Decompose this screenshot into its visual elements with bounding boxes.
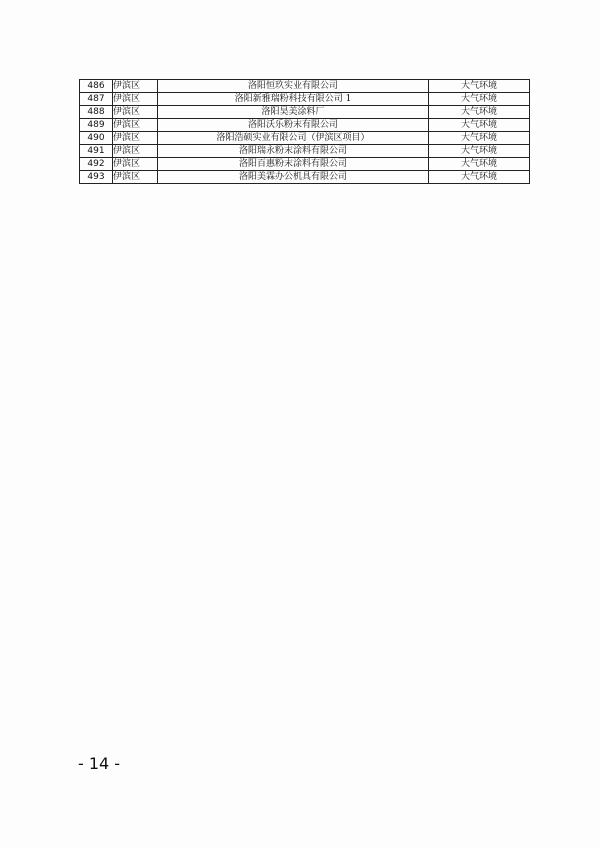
company-name-cell: 洛阳美霖办公机具有限公司 bbox=[158, 171, 429, 184]
table-row bbox=[80, 132, 530, 145]
category-cell: 大气环境 bbox=[429, 171, 530, 184]
row-number: 492 bbox=[80, 158, 113, 171]
district-cell: 伊滨区 bbox=[113, 132, 158, 145]
table-row bbox=[80, 80, 530, 93]
row-number: 487 bbox=[80, 93, 113, 106]
table-row bbox=[80, 171, 530, 184]
district-cell: 伊滨区 bbox=[113, 171, 158, 184]
company-name-cell: 洛阳恒玖实业有限公司 bbox=[158, 80, 429, 93]
company-name-cell: 洛阳昊美涂料厂 bbox=[158, 106, 429, 119]
table-row bbox=[80, 106, 530, 119]
district-cell: 伊滨区 bbox=[113, 119, 158, 132]
row-number: 486 bbox=[80, 80, 113, 93]
table-row bbox=[80, 145, 530, 158]
company-name-cell: 洛阳浩硕实业有限公司（伊滨区项目） bbox=[158, 132, 429, 145]
district-cell: 伊滨区 bbox=[113, 106, 158, 119]
row-number: 493 bbox=[80, 171, 113, 184]
table-row bbox=[80, 158, 530, 171]
district-cell: 伊滨区 bbox=[113, 145, 158, 158]
district-cell: 伊滨区 bbox=[113, 158, 158, 171]
district-cell: 伊滨区 bbox=[113, 93, 158, 106]
company-name-cell: 洛阳百惠粉末涂料有限公司 bbox=[158, 158, 429, 171]
row-number: 488 bbox=[80, 106, 113, 119]
category-cell: 大气环境 bbox=[429, 106, 530, 119]
row-number: 491 bbox=[80, 145, 113, 158]
category-cell: 大气环境 bbox=[429, 132, 530, 145]
company-name-cell: 洛阳瑞永粉末涂料有限公司 bbox=[158, 145, 429, 158]
row-number: 489 bbox=[80, 119, 113, 132]
enterprise-table bbox=[79, 79, 530, 184]
company-name-cell: 洛阳沃乐粉末有限公司 bbox=[158, 119, 429, 132]
row-number: 490 bbox=[80, 132, 113, 145]
table-row bbox=[80, 119, 530, 132]
category-cell: 大气环境 bbox=[429, 93, 530, 106]
district-cell: 伊滨区 bbox=[113, 80, 158, 93]
category-cell: 大气环境 bbox=[429, 119, 530, 132]
table-row bbox=[80, 93, 530, 106]
page-number: - 14 - bbox=[78, 754, 121, 773]
category-cell: 大气环境 bbox=[429, 145, 530, 158]
category-cell: 大气环境 bbox=[429, 158, 530, 171]
category-cell: 大气环境 bbox=[429, 80, 530, 93]
company-name-cell: 洛阳新雅瑞粉科技有限公司 1 bbox=[158, 93, 429, 106]
